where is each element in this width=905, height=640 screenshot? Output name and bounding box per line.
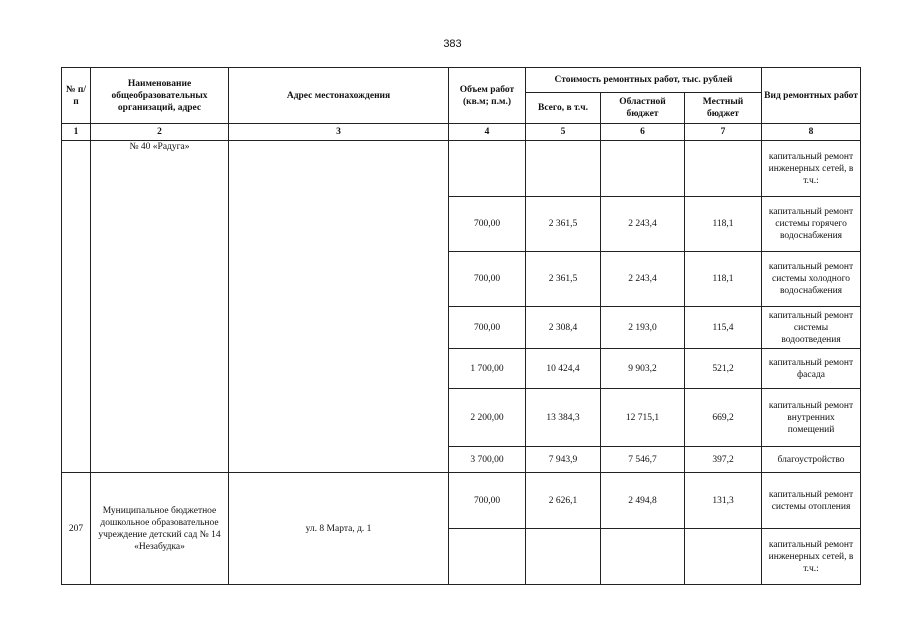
repair-type-cell: благоустройство [762,447,861,473]
volume-cell: 2 200,00 [449,389,526,447]
header-regional: Областной бюджет [601,93,685,124]
header-number-1: 1 [62,124,91,141]
org-number [62,141,91,473]
org-address [229,141,449,473]
volume-cell [449,141,526,197]
total-cost-cell: 2 308,4 [526,307,601,349]
local-budget-cell [685,141,762,197]
header-number-7: 7 [685,124,762,141]
local-budget-cell: 131,3 [685,473,762,529]
repair-type-cell: капитальный ремонт фасада [762,349,861,389]
local-budget-cell: 521,2 [685,349,762,389]
header-num: № п/п [62,68,91,124]
regional-budget-cell: 2 243,4 [601,252,685,307]
total-cost-cell: 7 943,9 [526,447,601,473]
local-budget-cell: 118,1 [685,197,762,252]
header-number-8: 8 [762,124,861,141]
org-name: № 40 «Радуга» [91,141,229,473]
header-number-3: 3 [229,124,449,141]
total-cost-cell: 2 361,5 [526,252,601,307]
repair-type-cell: капитальный ремонт инженерных сетей, в т.ч.: [762,529,861,585]
repair-type-cell: капитальный ремонт внутренних помещений [762,389,861,447]
local-budget-cell: 669,2 [685,389,762,447]
total-cost-cell [526,529,601,585]
org-address: ул. 8 Марта, д. 1 [229,473,449,585]
total-cost-cell: 2 361,5 [526,197,601,252]
header-name: Наименование общеобразовательных организаций, адрес [91,68,229,124]
regional-budget-cell [601,529,685,585]
header-cost-group: Стоимость ремонтных работ, тыс. рублей [526,68,762,93]
volume-cell: 700,00 [449,197,526,252]
volume-cell: 700,00 [449,473,526,529]
local-budget-cell [685,529,762,585]
total-cost-cell [526,141,601,197]
volume-cell: 700,00 [449,307,526,349]
local-budget-cell: 397,2 [685,447,762,473]
repair-works-table [61,67,861,585]
repair-type-cell: капитальный ремонт системы отопления [762,473,861,529]
repair-type-cell: капитальный ремонт системы холодного водоснабжения [762,252,861,307]
header-total: Всего, в т.ч. [526,93,601,124]
table-row [62,141,861,197]
org-name: Муниципальное бюджетное дошкольное образовательное учреждение детский сад № 14 «Незабудка» [91,473,229,585]
regional-budget-cell: 7 546,7 [601,447,685,473]
volume-cell: 3 700,00 [449,447,526,473]
local-budget-cell: 118,1 [685,252,762,307]
total-cost-cell: 13 384,3 [526,389,601,447]
page-number: 383 [443,38,462,50]
header-number-5: 5 [526,124,601,141]
repair-type-cell: капитальный ремонт инженерных сетей, в т.ч.: [762,141,861,197]
header-address: Адрес местонахождения [229,68,449,124]
header-number-4: 4 [449,124,526,141]
header-type: Вид ремонтных работ [762,68,861,124]
regional-budget-cell: 2 494,8 [601,473,685,529]
repair-type-cell: капитальный ремонт системы горячего водоснабжения [762,197,861,252]
volume-cell [449,529,526,585]
local-budget-cell: 115,4 [685,307,762,349]
repair-type-cell: капитальный ремонт системы водоотведения [762,307,861,349]
org-number: 207 [62,473,91,585]
header-number-6: 6 [601,124,685,141]
header-number-2: 2 [91,124,229,141]
table-row [62,473,861,529]
volume-cell: 700,00 [449,252,526,307]
regional-budget-cell: 12 715,1 [601,389,685,447]
volume-cell: 1 700,00 [449,349,526,389]
regional-budget-cell: 9 903,2 [601,349,685,389]
total-cost-cell: 2 626,1 [526,473,601,529]
total-cost-cell: 10 424,4 [526,349,601,389]
header-volume: Объем работ (кв.м; п.м.) [449,68,526,124]
regional-budget-cell: 2 243,4 [601,197,685,252]
regional-budget-cell [601,141,685,197]
regional-budget-cell: 2 193,0 [601,307,685,349]
header-local: Местный бюджет [685,93,762,124]
